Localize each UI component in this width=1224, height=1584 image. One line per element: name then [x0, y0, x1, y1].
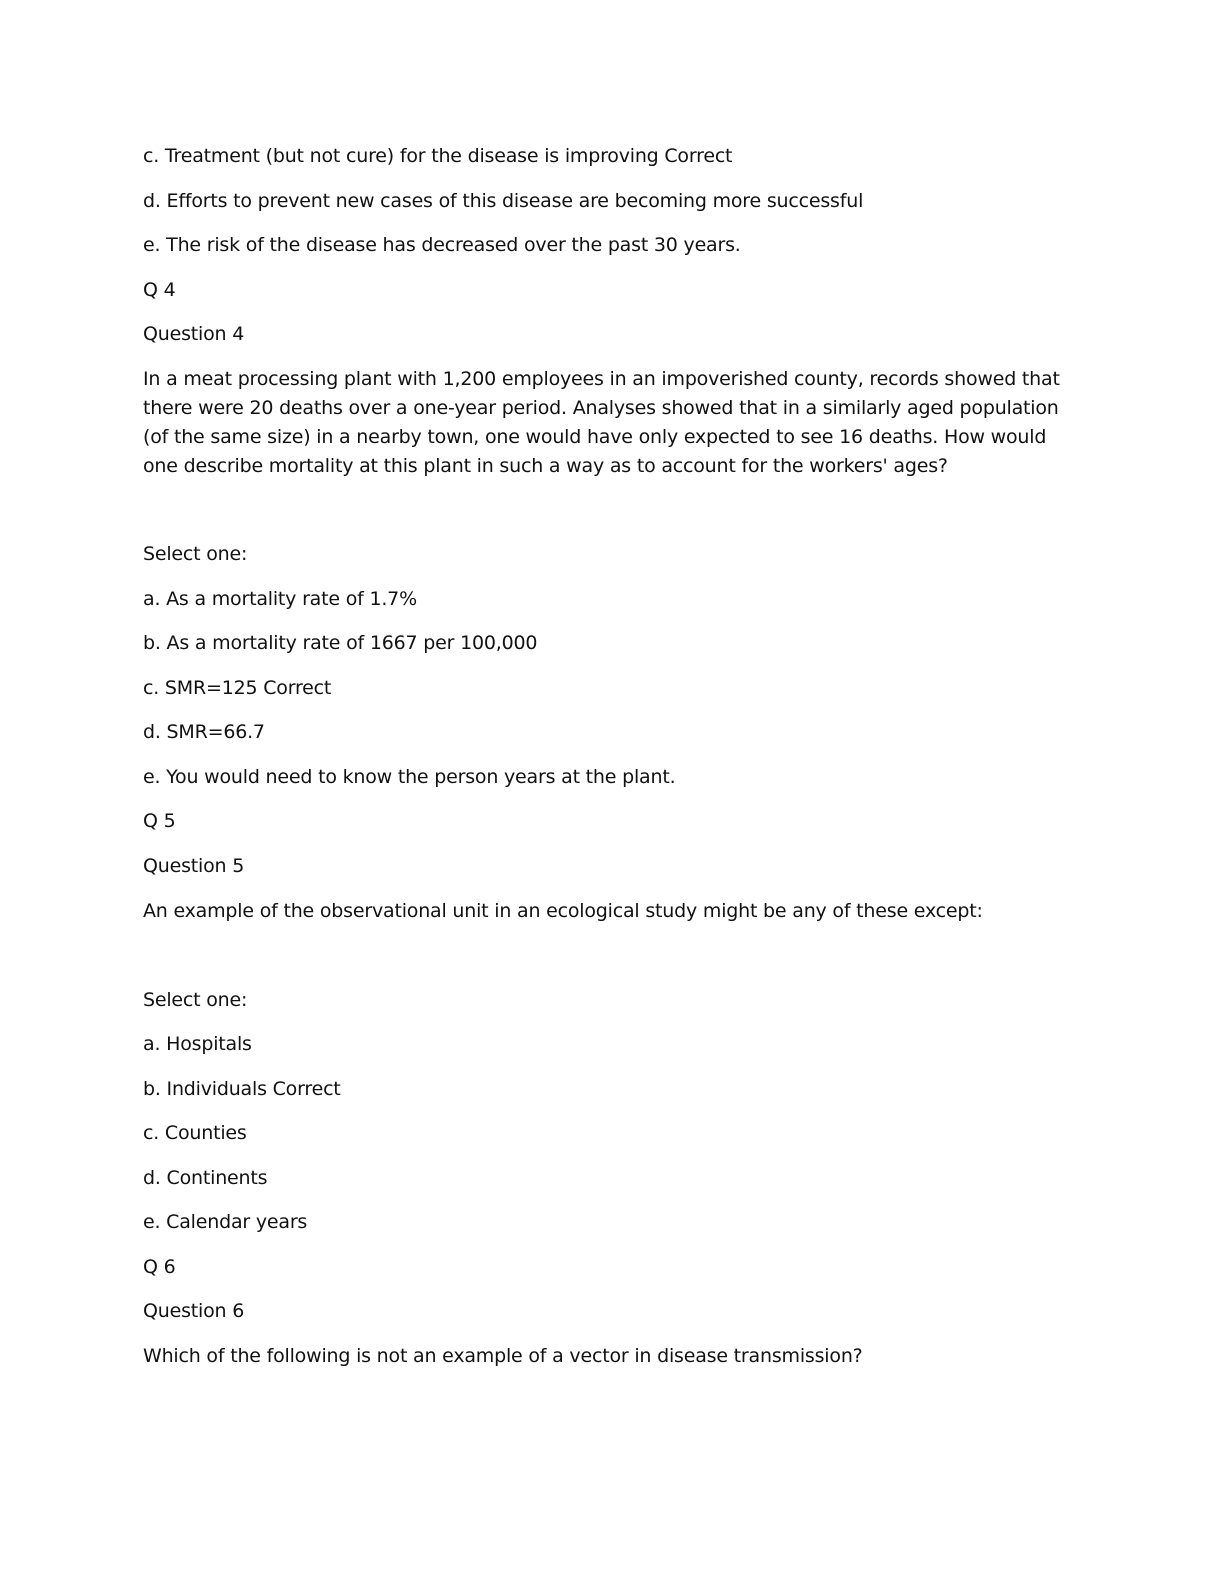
- q4-short-label: Q 4: [143, 279, 176, 301]
- q5-short-label: Q 5: [143, 810, 176, 832]
- q3-option-d: d. Efforts to prevent new cases of this disease are becoming more successful: [143, 190, 864, 212]
- q3-option-c: c. Treatment (but not cure) for the disease is improving Correct: [143, 145, 733, 167]
- q4-option-b: b. As a mortality rate of 1667 per 100,000: [143, 632, 538, 654]
- q5-select-label: Select one:: [143, 989, 248, 1011]
- q6-heading: Question 6: [143, 1300, 245, 1322]
- q6-prompt: Which of the following is not an example of a vector in disease transmission?: [143, 1345, 863, 1367]
- q5-option-e: e. Calendar years: [143, 1211, 308, 1233]
- q4-option-c: c. SMR=125 Correct: [143, 677, 332, 699]
- q4-option-e: e. You would need to know the person years at the plant.: [143, 766, 676, 788]
- q5-option-a: a. Hospitals: [143, 1033, 252, 1055]
- q4-heading: Question 4: [143, 323, 245, 345]
- q5-option-b: b. Individuals Correct: [143, 1078, 341, 1100]
- q4-option-a: a. As a mortality rate of 1.7%: [143, 588, 417, 610]
- q5-prompt: An example of the observational unit in an ecological study might be any of these except:: [143, 900, 983, 922]
- q3-option-e: e. The risk of the disease has decreased over the past 30 years.: [143, 234, 741, 256]
- q5-heading: Question 5: [143, 855, 245, 877]
- q4-option-d: d. SMR=66.7: [143, 721, 265, 743]
- q6-short-label: Q 6: [143, 1256, 176, 1278]
- q5-option-d: d. Continents: [143, 1167, 268, 1189]
- q4-prompt: In a meat processing plant with 1,200 employees in an impoverished county, records showed that there were 20 deaths over a one-year period. Analyses showed that in a similarly aged population (of the same size) in a nearby town, one would have only expected to see 16 deaths. How would one describe mortality at this plant in such a way as to account for the workers' ages?: [143, 368, 1060, 477]
- q5-option-c: c. Counties: [143, 1122, 247, 1144]
- q4-select-label: Select one:: [143, 543, 248, 565]
